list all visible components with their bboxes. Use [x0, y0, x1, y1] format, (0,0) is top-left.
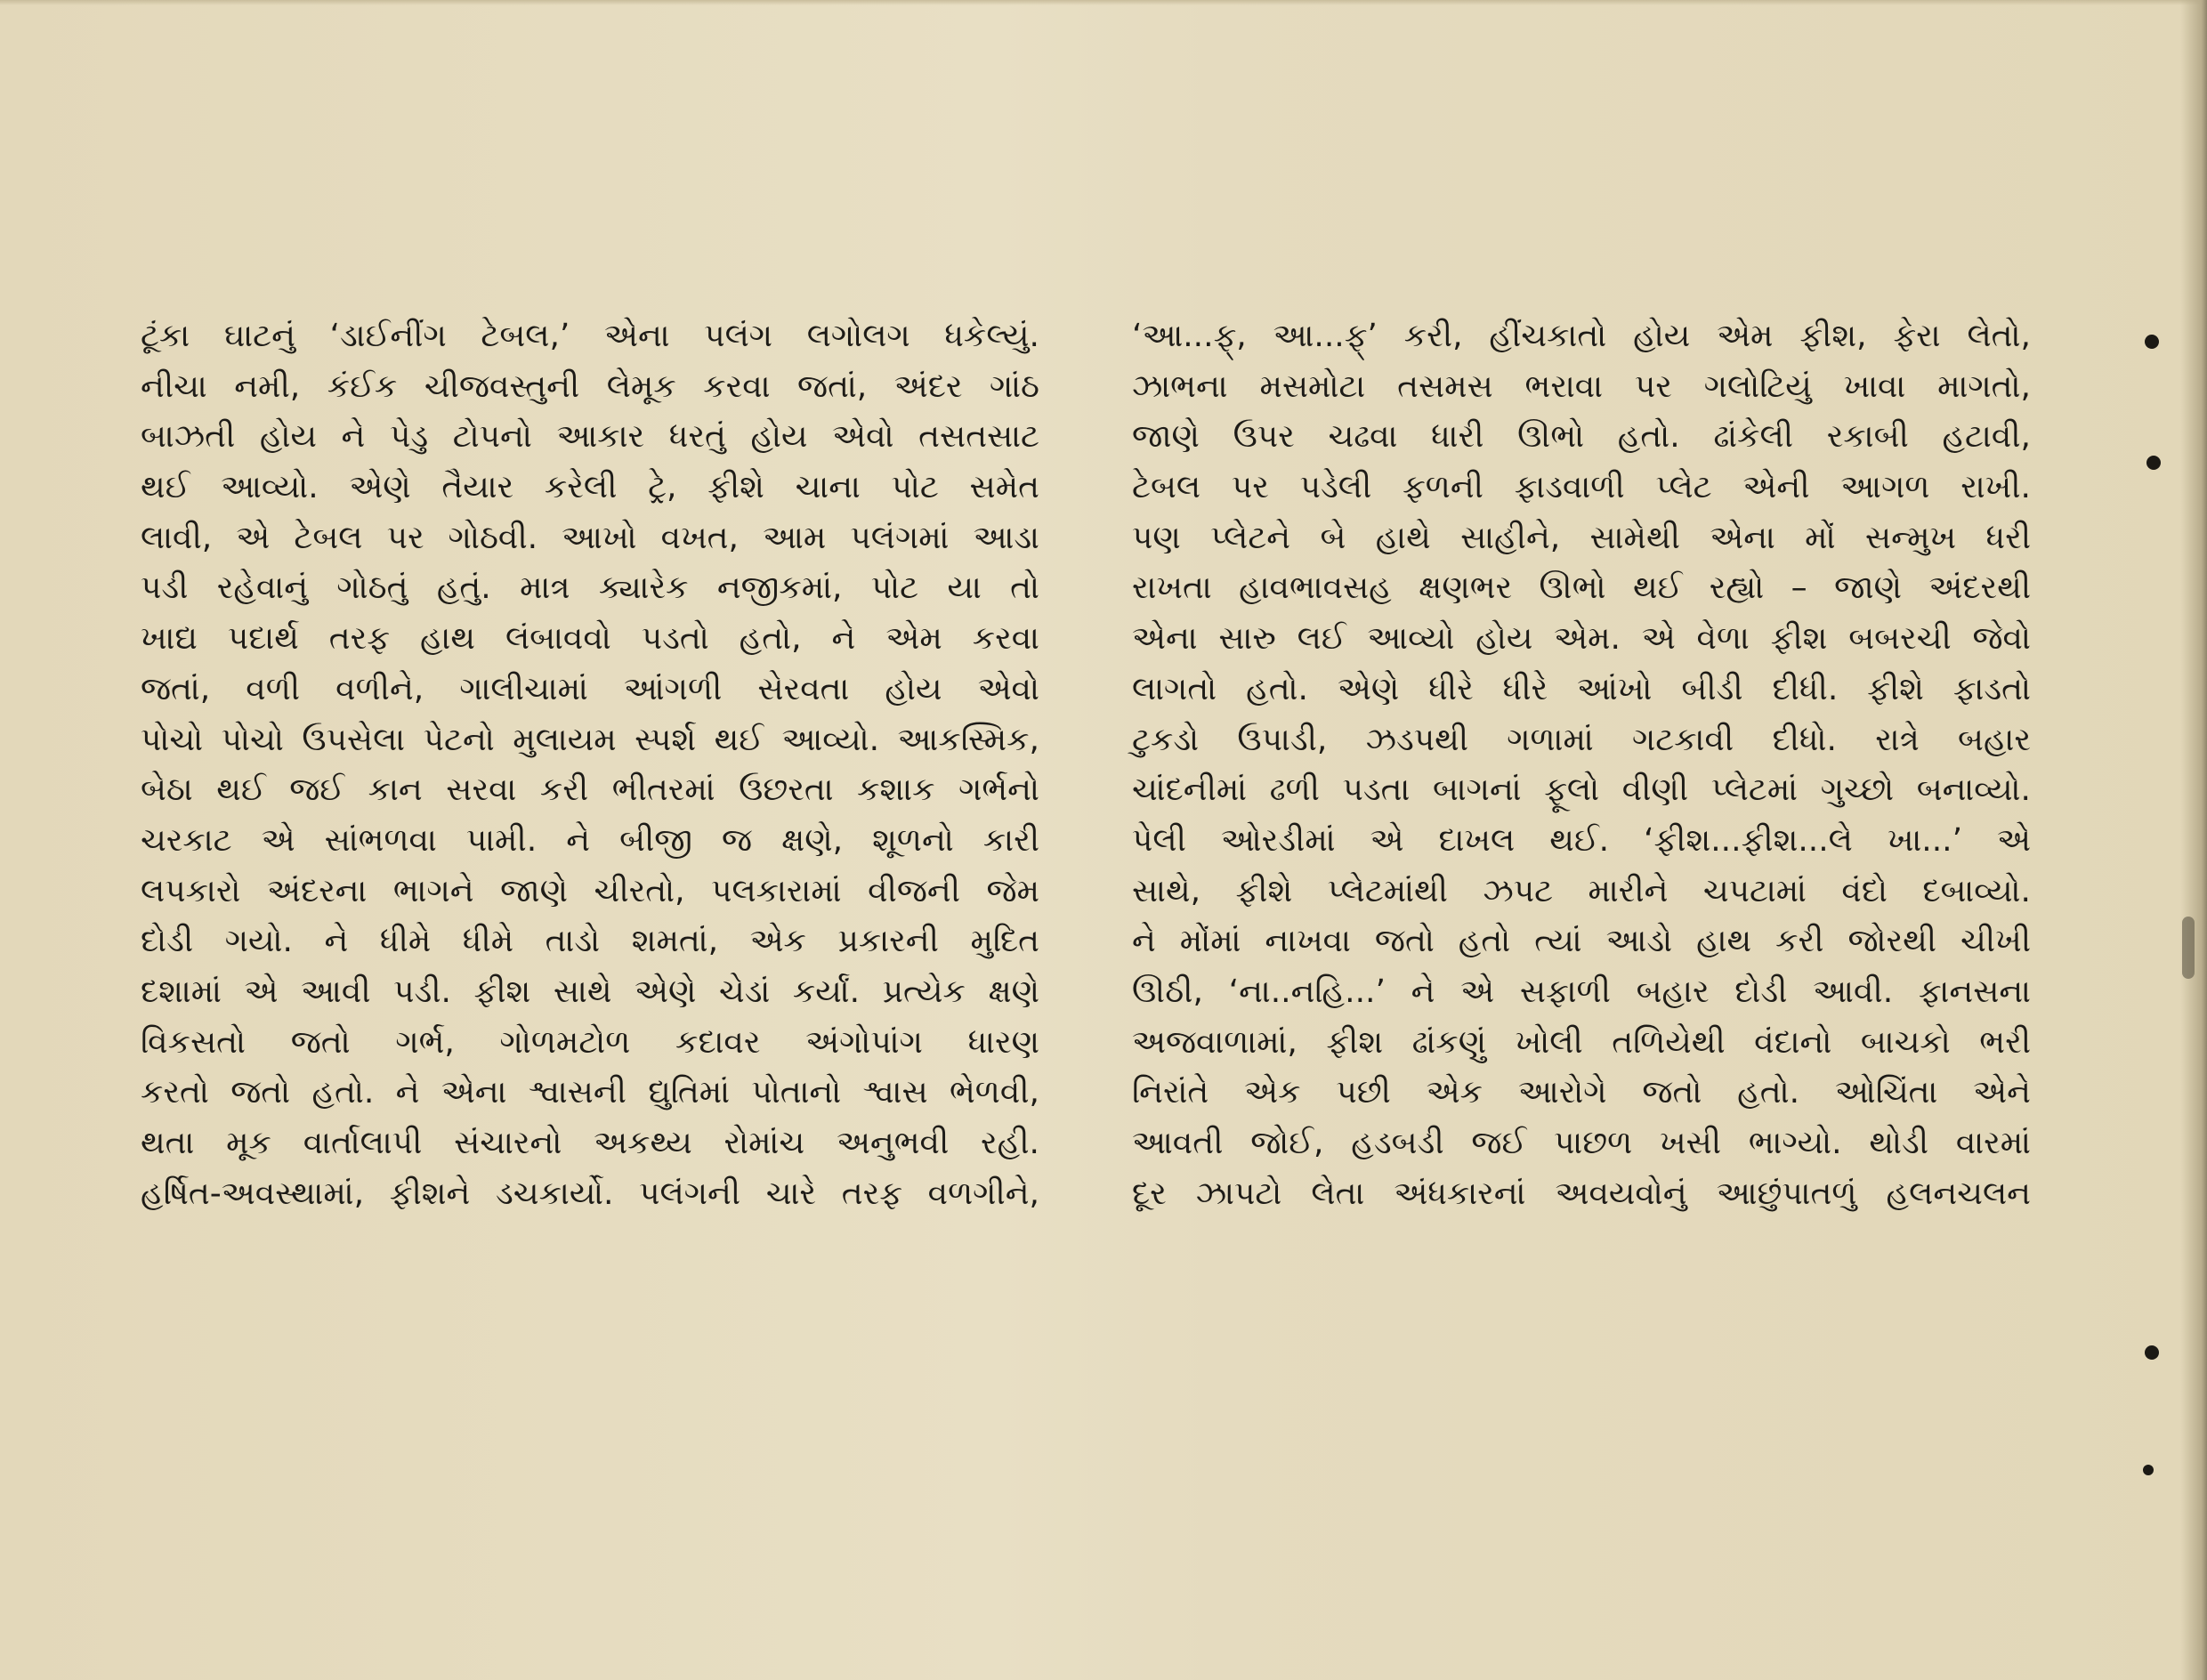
text-line: દોડી ગયો. ને ધીમે ધીમે તાડો શમતાં, એક પ્રકારની મુદિત — [141, 923, 1039, 960]
text-line: ટુકડો ઉપાડી, ઝડપથી ગળામાં ગટકાવી દીધો. રાત્રે બહાર — [1132, 721, 2031, 758]
text-line: વિકસતો જતો ગર્ભ, ગોળમટોળ કદાવર અંગોપાંગ ધારણ — [141, 1023, 1039, 1061]
text-line: લપકારો અંદરના ભાગને જાણે ચીરતો, પલકારામાં વીજની જેમ — [141, 872, 1039, 909]
text-line: થતા મૂક વાર્તાલાપી સંચારનો અકથ્ય રોમાંચ અનુભવી રહી. — [141, 1125, 1039, 1161]
binding-hole-mark — [2145, 1345, 2159, 1360]
text-line: એના સારુ લઈ આવ્યો હોય એમ. એ વેળા ફીશ બબરચી જેવો — [1132, 620, 2031, 658]
text-line: પડી રહેવાનું ગોઠતું હતું. માત્ર ક્યારેક નજીકમાં, પોટ યા તો — [141, 569, 1039, 607]
binding-hole-mark — [2146, 456, 2161, 470]
text-line: અજવાળામાં, ફીશ ઢાંકણું ખોલી તળિયેથી વંદાનો બાચકો ભરી — [1132, 1023, 2031, 1061]
text-line: પેલી ઓરડીમાં એ દાખલ થઈ. ‘ફીશ...ફીશ...લે ખા...’ એ — [1132, 821, 2031, 859]
page-top-edge — [0, 0, 2207, 5]
binding-hole-mark — [2145, 335, 2159, 349]
text-line: ‘આ...ફ્, આ...ફ્’ કરી, હીંચકાતો હોય એમ ફીશ, ફેરા લેતો, — [1132, 318, 2031, 354]
text-line: ને મોંમાં નાખવા જતો હતો ત્યાં આડો હાથ કરી જોરથી ચીખી — [1132, 923, 2031, 960]
text-line: બાઝતી હોય ને પેડુ ટોપનો આકાર ધરતું હોય એવો તસતસાટ — [141, 418, 1039, 456]
text-line: જતાં, વળી વળીને, ગાલીચામાં આંગળી સેરવતા હોય એવો — [141, 670, 1039, 707]
text-line: દૂર ઝાપટો લેતા અંધકારનાં અવયવોનું આછુંપાતળું હલનચલન — [1132, 1175, 2031, 1212]
binding-hole-mark — [2143, 1465, 2154, 1475]
text-line: લાવી, એ ટેબલ પર ગોઠવી. આખો વખત, આમ પલંગમાં આડા — [141, 519, 1039, 556]
text-line: ટેબલ પર પડેલી ફળની ફાડવાળી પ્લેટ એની આગળ રાખી. — [1132, 469, 2031, 506]
text-line: બેઠા થઈ જઈ કાન સરવા કરી ભીતરમાં ઉછરતા કશાક ગર્ભનો — [141, 771, 1039, 809]
text-line: કરતો જતો હતો. ને એના શ્વાસની દ્યુતિમાં પોતાનો શ્વાસ ભેળવી, — [141, 1074, 1039, 1111]
scan-smudge — [2182, 917, 2195, 979]
text-line: રાખતા હાવભાવસહ ક્ષણભર ઊભો થઈ રહ્યો – જાણે અંદરથી — [1132, 569, 2031, 607]
text-line: નિરાંતે એક પછી એક આરોગે જતો હતો. ઓચિંતા એને — [1132, 1074, 2031, 1111]
text-line: લાગતો હતો. એણે ધીરે ધીરે આંખો બીડી દીધી. ફીશે ફાડતો — [1132, 670, 2031, 707]
text-line: આવતી જોઈ, હડબડી જઈ પાછળ ખસી ભાગ્યો. થોડી વારમાં — [1132, 1125, 2031, 1161]
text-line: થઈ આવ્યો. એણે તૈયાર કરેલી ટ્રે, ફીશે ચાના પોટ સમેત — [141, 469, 1039, 506]
text-line: દશામાં એ આવી પડી. ફીશ સાથે એણે ચેડાં કર્યાં. પ્રત્યેક ક્ષણે — [141, 973, 1039, 1010]
page-right-edge — [2180, 0, 2207, 1680]
text-line: નીચા નમી, કંઈક ચીજવસ્તુની લેમૂક કરવા જતાં, અંદર ગાંઠ — [141, 368, 1039, 405]
text-line: ચાંદનીમાં ઢળી પડતા બાગનાં ફૂલો વીણી પ્લેટમાં ગુચ્છો બનાવ્યો. — [1132, 771, 2031, 809]
text-line: ઊઠી, ‘ના..નહિ...’ ને એ સફાળી બહાર દોડી આવી. ફાનસના — [1132, 973, 2031, 1010]
text-line: જાણે ઉપર ચઢવા ધારી ઊભો હતો. ઢાંકેલી રકાબી હટાવી, — [1132, 418, 2031, 456]
text-line: પણ પ્લેટને બે હાથે સાહીને, સામેથી એના મોં સન્મુખ ધરી — [1132, 519, 2031, 556]
text-line: સાથે, ફીશે પ્લેટમાંથી ઝપટ મારીને ચપટામાં વંદો દબાવ્યો. — [1132, 872, 2031, 909]
text-line: હર્ષિત-અવસ્થામાં, ફીશને ડચકાર્યો. પલંગની ચારે તરફ વળગીને, — [141, 1175, 1039, 1212]
right-page-text — [1132, 311, 2031, 1219]
text-line: ઝાભના મસમોટા તસમસ ભરાવા પર ગલોટિયું ખાવા માગતો, — [1132, 368, 2031, 405]
text-line: ચરકાટ એ સાંભળવા પામી. ને બીજી જ ક્ષણે, શૂળનો કારી — [141, 821, 1039, 859]
text-line: ટૂંકા ઘાટનું ‘ડાઈનીંગ ટેબલ,’ એના પલંગ લગોલગ ધકેલ્યું. — [141, 318, 1039, 354]
left-page-text — [141, 311, 1039, 1219]
text-line: પોચો પોચો ઉપસેલા પેટનો મુલાયમ સ્પર્શ થઈ આવ્યો. આકસ્મિક, — [141, 721, 1039, 758]
text-line: ખાદ્ય પદાર્થ તરફ હાથ લંબાવવો પડતો હતો, ને એમ કરવા — [141, 620, 1039, 658]
